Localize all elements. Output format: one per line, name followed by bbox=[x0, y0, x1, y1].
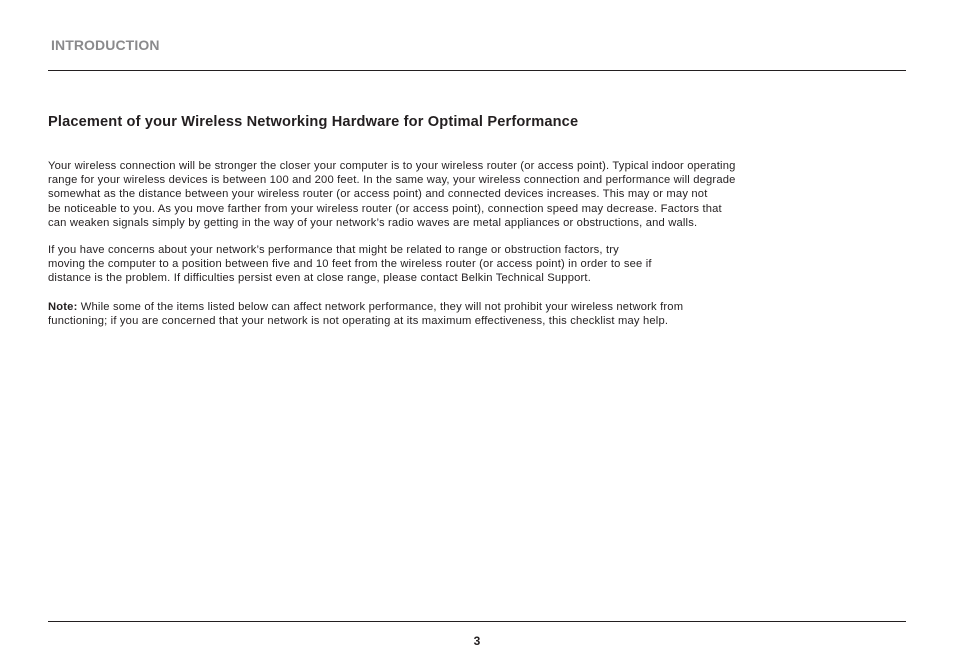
paragraph-line: somewhat as the distance between your wireless router (or access point) and connected devices increases. This may or may not bbox=[48, 188, 708, 201]
page-number: 3 bbox=[473, 634, 481, 648]
note-text: While some of the items listed below can affect network performance, they will not prohibit your wireless network from bbox=[77, 301, 684, 313]
paragraph-line: can weaken signals simply by getting in the way of your network’s radio waves are metal appliances or obstructions, and walls. bbox=[48, 216, 698, 229]
paragraph-line: range for your wireless devices is between 100 and 200 feet. In the same way, your wireless connection and performance will degrade bbox=[48, 174, 736, 187]
paragraph-line: functioning; if you are concerned that your network is not operating at its maximum effectiveness, this checklist may help. bbox=[48, 315, 669, 328]
section-label: INTRODUCTION bbox=[51, 37, 160, 53]
paragraph-line: distance is the problem. If difficulties persist even at close range, please contact Belkin Technical Support. bbox=[48, 272, 591, 285]
note-paragraph bbox=[48, 300, 683, 328]
header-divider bbox=[48, 70, 906, 71]
footer-divider bbox=[48, 621, 906, 622]
paragraph-line: be noticeable to you. As you move farther from your wireless router (or access point), connection speed may decrease. Factors that bbox=[48, 202, 722, 215]
note-label: Note: bbox=[48, 301, 78, 313]
page-heading: Placement of your Wireless Networking Hardware for Optimal Performance bbox=[48, 114, 579, 130]
paragraph-concerns bbox=[48, 243, 652, 286]
paragraph-line: moving the computer to a position between five and 10 feet from the wireless router (or access point) in order to see if bbox=[48, 258, 652, 271]
paragraph-line bbox=[48, 300, 683, 314]
paragraph-line: If you have concerns about your network’s performance that might be related to range or obstruction factors, try bbox=[48, 244, 619, 256]
paragraph-range bbox=[48, 159, 736, 230]
paragraph-line: Your wireless connection will be stronger the closer your computer is to your wireless router (or access point). Typical indoor operating bbox=[48, 160, 736, 172]
